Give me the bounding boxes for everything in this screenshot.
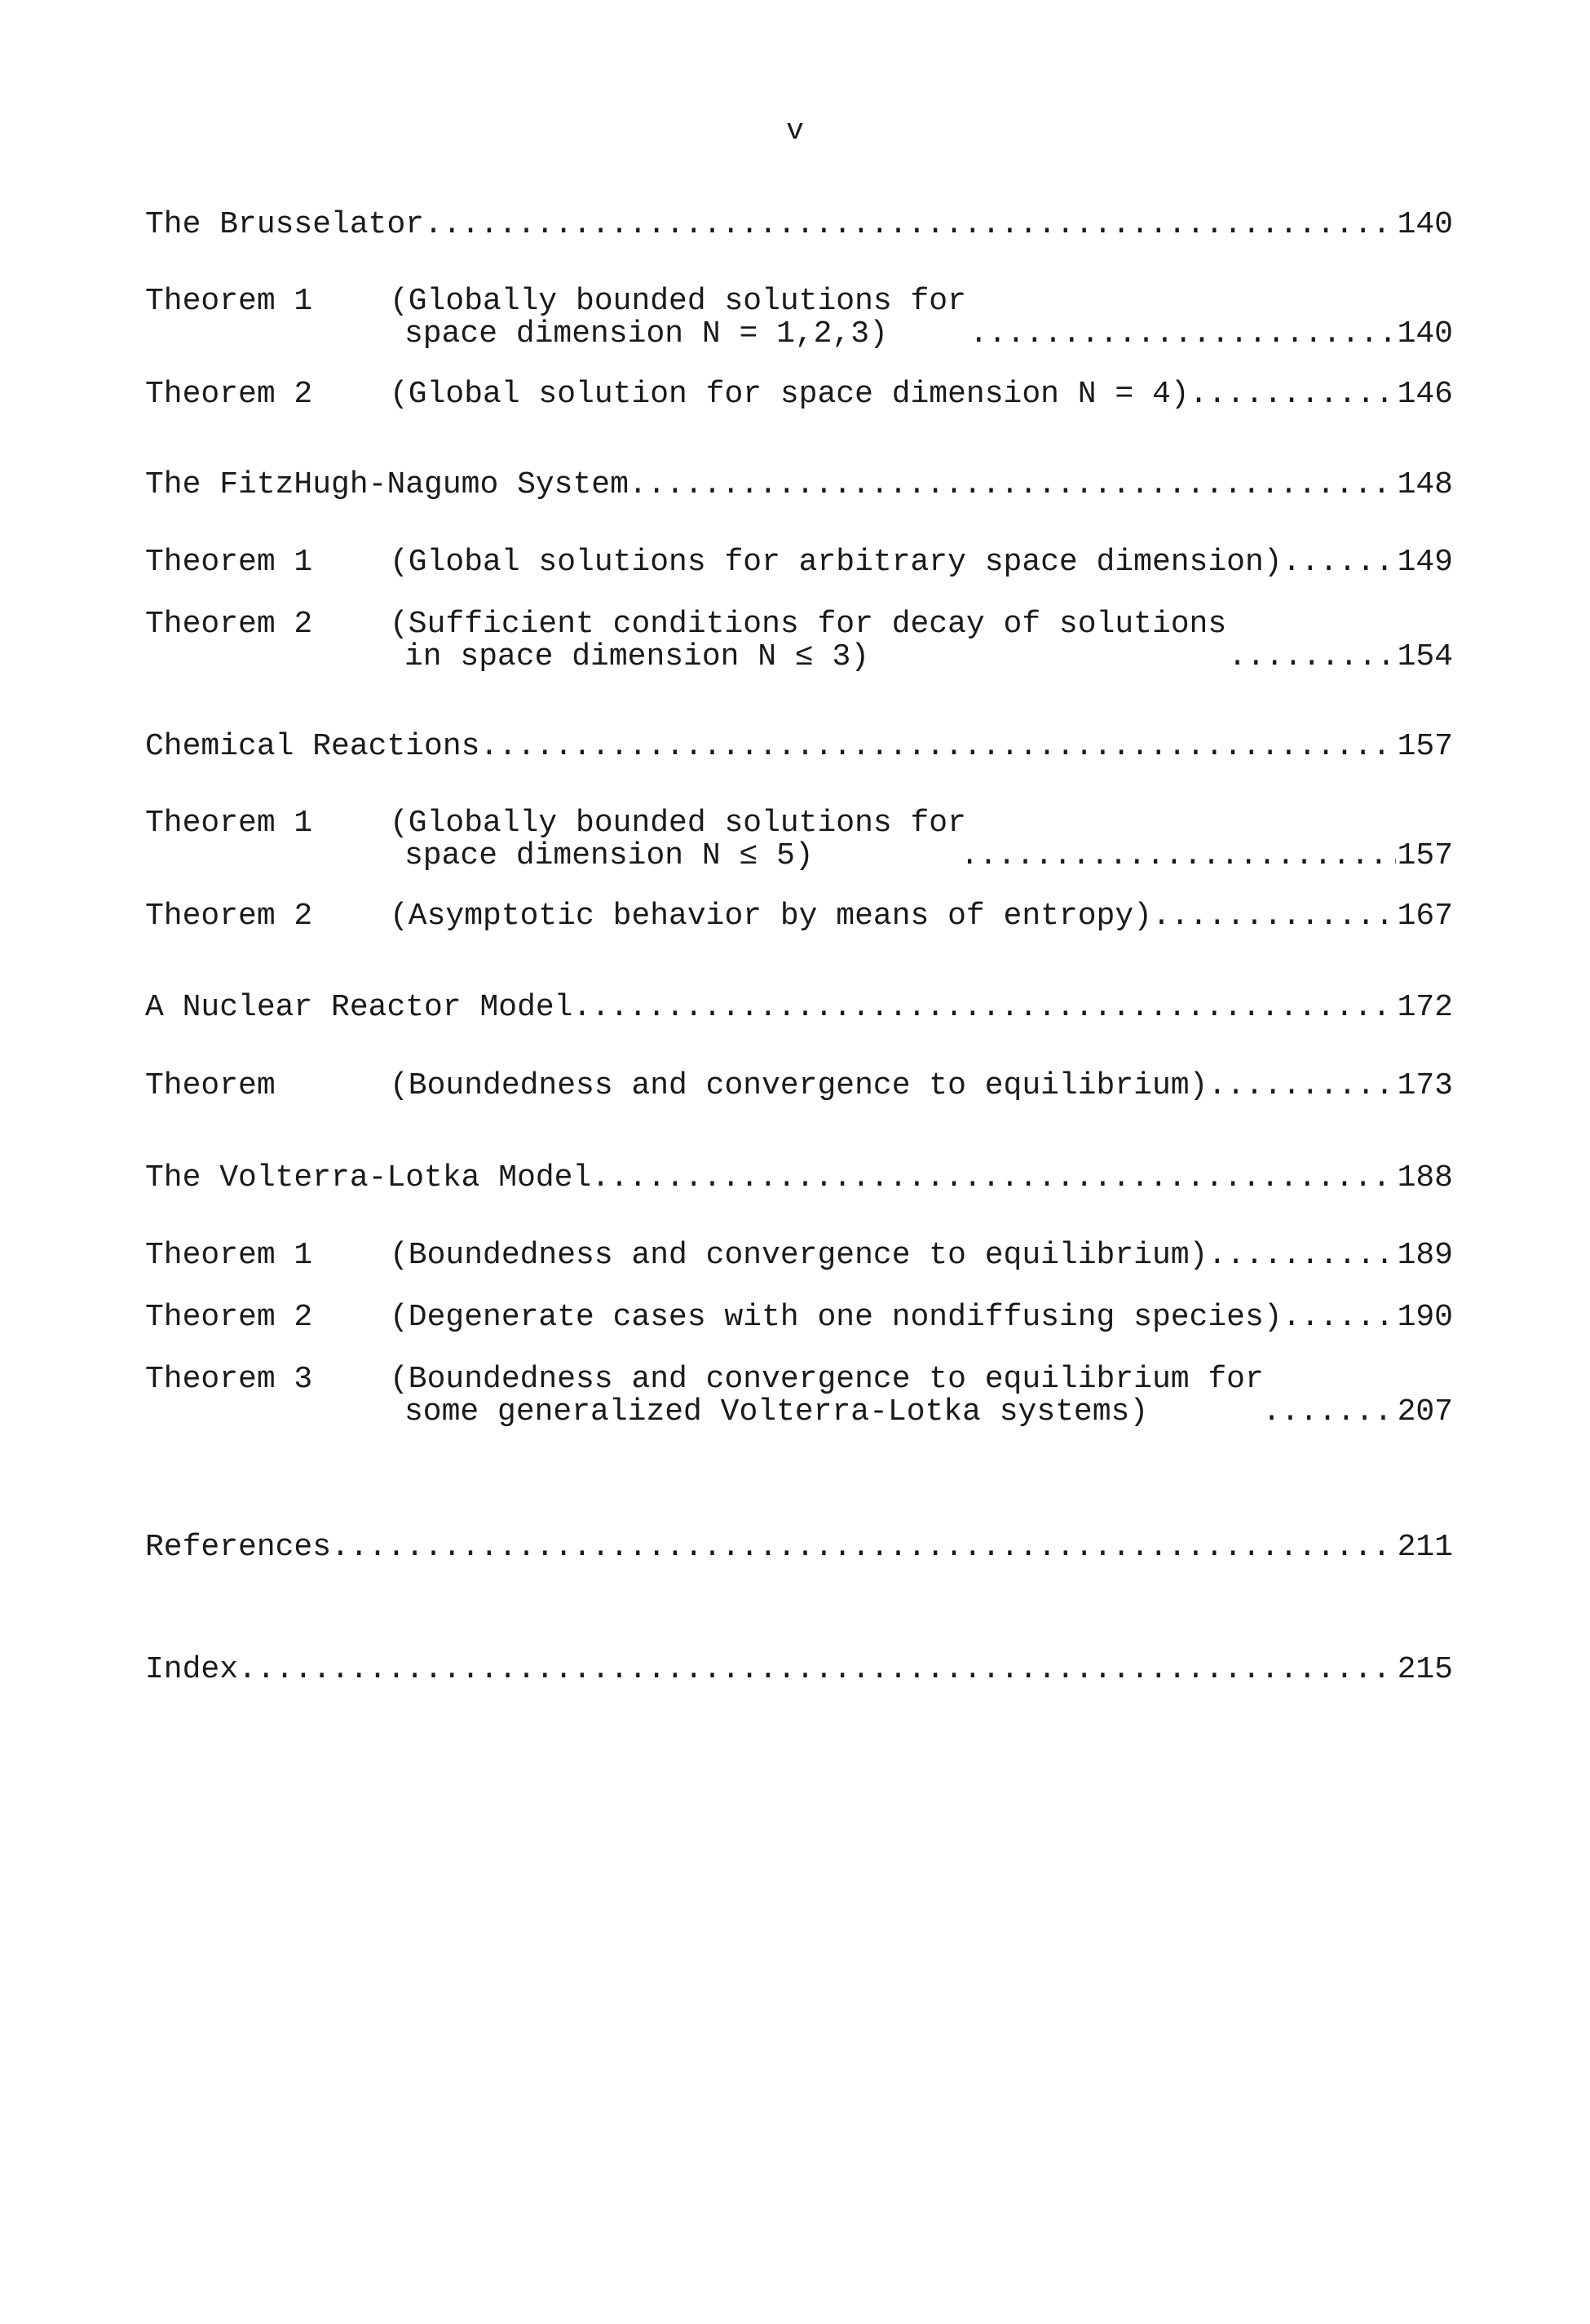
theorem-description: (Degenerate cases with one nondiffusing species) xyxy=(390,1300,1283,1335)
theorem-label: Theorem 1 xyxy=(145,284,313,319)
theorem-description: (Asymptotic behavior by means of entropy) xyxy=(390,899,1152,934)
theorem-description: (Boundedness and convergence to equilibrium for xyxy=(390,1362,1264,1397)
leader-dots xyxy=(331,1531,1396,1564)
theorem-description: (Boundedness and convergence to equilibrium) xyxy=(390,1238,1208,1273)
toc-theorem[interactable] xyxy=(145,1363,1453,1429)
theorem-label: Theorem 2 xyxy=(145,607,313,642)
theorem-description-cont: space dimension N = 1,2,3) xyxy=(404,316,888,351)
theorem-page: 157 xyxy=(1397,838,1453,873)
theorem-label: Theorem 1 xyxy=(145,1238,313,1273)
leader-dots xyxy=(629,469,1396,501)
theorem-page: 190 xyxy=(1397,1300,1453,1335)
leader-dots xyxy=(1283,1301,1396,1334)
toc-theorem[interactable] xyxy=(145,608,1453,674)
leader-dots xyxy=(238,1654,1396,1686)
toc-theorem[interactable] xyxy=(145,285,1453,351)
theorem-page: 207 xyxy=(1397,1394,1453,1429)
leader-dots xyxy=(1152,900,1396,933)
section-page: 215 xyxy=(1397,1652,1453,1687)
theorem-label: Theorem 1 xyxy=(145,545,313,580)
toc-section-fitzhugh-nagumo[interactable] xyxy=(145,469,1453,501)
leader-dots xyxy=(969,318,1396,351)
theorem-description-cont: space dimension N ≤ 5) xyxy=(404,838,814,873)
leader-dots xyxy=(479,731,1395,763)
toc-section-chemical-reactions[interactable] xyxy=(145,731,1453,763)
theorem-label: Theorem 2 xyxy=(145,377,313,412)
theorem-description: (Global solution for space dimension N = 4) xyxy=(390,377,1190,412)
theorem-description: (Boundedness and convergence to equilibrium) xyxy=(390,1068,1208,1103)
theorem-label: Theorem 3 xyxy=(145,1362,313,1397)
theorem-page: 149 xyxy=(1397,545,1453,580)
section-title: Chemical Reactions xyxy=(145,729,480,764)
theorem-label: Theorem 2 xyxy=(145,1300,313,1335)
theorem-label: Theorem 1 xyxy=(145,806,313,841)
toc-theorem[interactable] xyxy=(145,807,1453,873)
theorem-description-cont: in space dimension N ≤ 3) xyxy=(404,639,870,674)
toc-index[interactable] xyxy=(145,1654,1453,1686)
theorem-page: 146 xyxy=(1397,377,1453,412)
leader-dots xyxy=(424,209,1396,241)
page-number: v xyxy=(786,114,804,148)
theorem-page: 167 xyxy=(1397,899,1453,934)
leader-dots xyxy=(591,1162,1395,1195)
leader-dots xyxy=(1190,378,1396,411)
toc-theorem[interactable] xyxy=(145,900,1453,933)
section-title: References xyxy=(145,1530,332,1565)
section-page: 140 xyxy=(1397,207,1453,242)
leader-dots xyxy=(1208,1070,1395,1102)
section-title: The Brusselator xyxy=(145,207,425,242)
section-page: 157 xyxy=(1397,729,1453,764)
section-page: 188 xyxy=(1397,1160,1453,1195)
theorem-description: (Sufficient conditions for decay of solutions xyxy=(390,607,1227,642)
theorem-page: 140 xyxy=(1397,316,1453,351)
theorem-label: Theorem xyxy=(145,1068,276,1103)
leader-dots xyxy=(1208,1239,1395,1272)
theorem-page: 189 xyxy=(1397,1238,1453,1273)
leader-dots xyxy=(1283,546,1396,579)
leader-dots xyxy=(573,992,1396,1024)
section-title: The FitzHugh-Nagumo System xyxy=(145,467,629,502)
section-title: Index xyxy=(145,1652,239,1687)
toc-section-brusselator[interactable] xyxy=(145,209,1453,241)
theorem-description: (Global solutions for arbitrary space dimension) xyxy=(390,545,1283,580)
toc-theorem[interactable] xyxy=(145,378,1453,411)
theorem-description: (Globally bounded solutions for xyxy=(390,806,966,841)
section-page: 148 xyxy=(1397,467,1453,502)
theorem-page: 154 xyxy=(1397,639,1453,674)
leader-dots xyxy=(1228,641,1395,674)
leader-dots xyxy=(1262,1396,1395,1429)
section-page: 172 xyxy=(1397,990,1453,1025)
section-title: The Volterra-Lotka Model xyxy=(145,1160,592,1195)
toc-theorem[interactable] xyxy=(145,1301,1453,1334)
section-page: 211 xyxy=(1397,1530,1453,1565)
toc-theorem[interactable] xyxy=(145,1070,1453,1102)
theorem-description-cont: some generalized Volterra-Lotka systems) xyxy=(404,1394,1149,1429)
toc-section-nuclear-reactor[interactable] xyxy=(145,992,1453,1024)
theorem-label: Theorem 2 xyxy=(145,899,313,934)
theorem-page: 173 xyxy=(1397,1068,1453,1103)
section-title: A Nuclear Reactor Model xyxy=(145,990,573,1025)
leader-dots xyxy=(961,840,1396,873)
toc-theorem[interactable] xyxy=(145,1239,1453,1272)
theorem-description: (Globally bounded solutions for xyxy=(390,284,966,319)
toc-references[interactable] xyxy=(145,1531,1453,1564)
toc-section-volterra-lotka[interactable] xyxy=(145,1162,1453,1195)
toc-theorem[interactable] xyxy=(145,546,1453,579)
